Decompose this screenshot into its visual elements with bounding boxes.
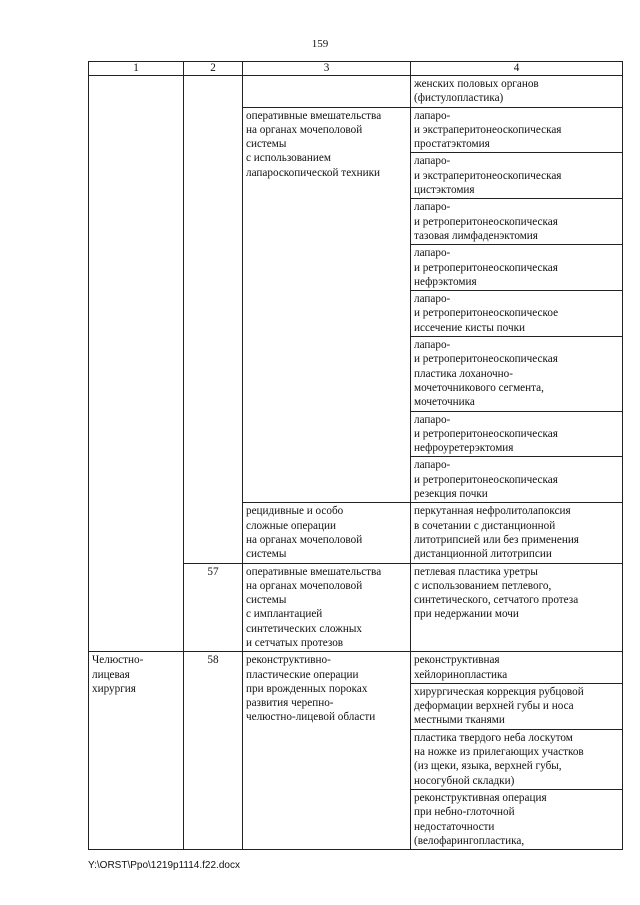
cell-line: на ножке из прилегающих участков [414,746,584,759]
cell-line: (фистулопластика) [414,92,504,105]
cell-line: с использованием [246,152,331,165]
group-number-cell [184,76,243,564]
cell-line: рецидивные и особо [246,505,344,518]
cell-line: и ретроперитонеоскопическое [414,307,559,320]
cell-line: лапаро- [414,293,451,306]
cell-line: развития черепно- [246,697,334,710]
cell-line: лапаро- [414,109,451,122]
cell-line: лапаро- [414,155,451,168]
cell-line: оперативные вмешательства [246,109,382,122]
method-cell [411,683,623,729]
method-cell [411,457,623,503]
cell-line: реконструктивно- [246,654,331,667]
cell-line: на органах мочеполовой [246,533,363,546]
cell-line: нефрэктомия [414,275,477,288]
header-cell: 4 [411,62,623,76]
cell-line: системы [246,594,287,607]
cell-line: и ретроперитонеоскопическая [414,427,558,440]
specialty-cell [89,76,184,652]
cell-line: перкутанная нефролитолапоксия [414,505,571,518]
group-number-cell: 57 [184,563,243,652]
cell-line: и экстраперитонеоскопическая [414,123,562,136]
cell-line: лапаро- [414,413,451,426]
cell-line: системы [246,138,287,151]
method-cell [411,291,623,337]
specialty-cell [89,652,184,850]
operation-type-cell [243,652,411,850]
cell-line: простатэктомия [414,138,490,151]
header-cell: 2 [184,62,243,76]
cell-line: женских половых органов [414,78,539,90]
cell-line: петлевая пластика уретры [414,565,538,578]
cell-line: (велофарингопластика, [414,834,525,847]
cell-line: и ретроперитонеоскопическая [414,353,558,366]
group-number-cell: 58 [184,652,243,850]
header-cell: 1 [89,62,184,76]
page-number: 159 [311,38,329,50]
cell-line: лапароскопической техники [246,166,380,179]
cell-line: носогубной складки) [414,774,515,787]
cell-line: и ретроперитонеоскопическая [414,215,558,228]
cell-line: Челюстно- [92,654,144,667]
operation-type-cell [243,76,411,108]
method-cell [411,245,623,291]
method-cell [411,199,623,245]
method-cell [411,652,623,684]
cell-line: пластические операции [246,668,359,681]
table-row [89,76,623,108]
cell-line: литотрипсией или без применения [414,533,579,546]
cell-line: на органах мочеполовой [246,579,363,592]
method-cell [411,76,623,108]
cell-line: резекция почки [414,488,488,501]
cell-line: и экстраперитонеоскопическая [414,169,562,182]
cell-line: при врожденных пороках [246,682,368,695]
cell-line: лапаро- [414,459,451,472]
cell-line: на органах мочеполовой [246,123,363,136]
cell-line: лапаро- [414,339,451,352]
cell-line: реконструктивная операция [414,791,547,804]
cell-line: и ретроперитонеоскопическая [414,473,558,486]
table-header-row [89,62,623,76]
cell-line: челюстно-лицевой области [246,711,376,724]
cell-line: хирургия [92,682,136,695]
cell-line: оперативные вмешательства [246,565,382,578]
method-cell [411,503,623,563]
cell-line: пластика лоханочно- [414,367,513,380]
cell-line: реконструктивная [414,654,500,667]
cell-line: с имплантацией [246,608,323,621]
operation-type-cell [243,503,411,563]
cell-line: цистэктомия [414,184,475,197]
cell-line: с использованием петлевого, [414,579,552,592]
table-row [89,652,623,684]
file-path-footer: Y:\ORST\Ppo\1219p1114.f22.docx [88,860,240,871]
method-cell [411,729,623,789]
cell-line: и сетчатых протезов [246,636,344,649]
cell-line: при недержании мочи [414,608,519,621]
cell-line: хирургическая коррекция рубцовой [414,685,584,698]
cell-line: синтетического, сетчатого протеза [414,594,579,607]
cell-line: при небно-глоточной [414,806,515,819]
cell-line: системы [246,548,287,561]
cell-line: нефроуретерэктомия [414,442,514,455]
cell-line: недостаточности [414,820,495,833]
cell-line: местными тканями [414,714,505,727]
method-cell [411,107,623,153]
operation-type-cell [243,563,411,652]
cell-line: лицевая [92,668,130,681]
cell-line: синтетических сложных [246,622,363,635]
cell-line: иссечение кисты почки [414,321,526,334]
cell-line: хейлоринопластика [414,668,508,681]
method-cell [411,153,623,199]
cell-line: лапаро- [414,201,451,214]
cell-line: мочеточникового сегмента, [414,381,544,394]
cell-line: мочеточника [414,396,475,409]
method-cell [411,563,623,652]
cell-line: дистанционной литотрипсии [414,548,552,561]
cell-line: пластика твердого неба лоскутом [414,731,573,744]
header-cell: 3 [243,62,411,76]
operation-type-cell [243,107,411,503]
method-cell [411,789,623,849]
method-cell [411,337,623,411]
cell-line: лапаро- [414,247,451,260]
method-cell [411,411,623,457]
procedures-table [88,61,623,850]
cell-line: сложные операции [246,519,336,532]
cell-line: деформации верхней губы и носа [414,700,574,713]
cell-line: в сочетании с дистанционной [414,519,556,532]
cell-line: тазовая лимфаденэктомия [414,229,538,242]
cell-line: (из щеки, языка, верхней губы, [414,760,562,773]
cell-line: и ретроперитонеоскопическая [414,261,558,274]
